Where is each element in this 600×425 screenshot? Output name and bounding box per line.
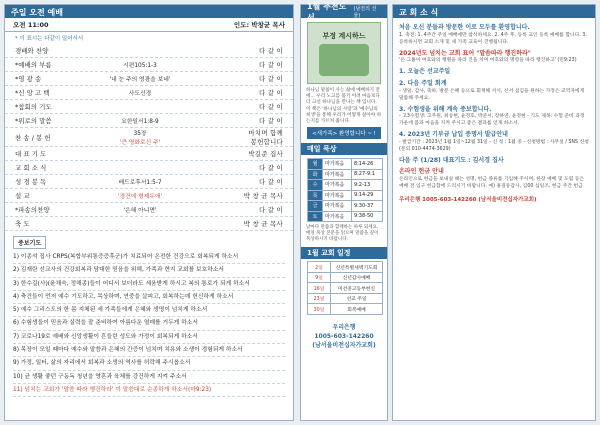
order-who <box>195 128 283 146</box>
book-description: 하나님 말씀이 사는 삶에 예배하기 전에... 우리 노고를 품기 어려 마음보다 더 크신 하나님을 만나는 책 입니다. 이 책은 '하나님의 사랑'과 '예수님의 희생'을 통해 우리가 어떻게 살아야 하는지를 가르쳐 줍니다. <box>306 88 382 124</box>
order-row <box>5 147 293 161</box>
news-item-head: 처음 오신 분들과 방문한 이로 모두를 환영합니다. <box>399 24 530 31</box>
schedule-event: 미션중고등부헌신 <box>331 283 383 294</box>
bible-day: 월 <box>308 159 323 170</box>
bank-number: 1005-603-142260 <box>314 332 374 340</box>
schedule-row <box>308 272 383 283</box>
news-item-head: 온라인 헌금 안내 <box>399 168 444 176</box>
bible-book: 마가복음 <box>323 211 352 222</box>
news-title: 교 회 소 식 <box>393 5 595 18</box>
order-who-main: 다 같 이 <box>259 164 283 172</box>
order-who <box>195 74 283 83</box>
order-who <box>195 116 283 125</box>
order-row <box>5 58 293 72</box>
bible-day: 화 <box>308 169 323 180</box>
order-row <box>5 175 293 189</box>
bible-heading: 매일 묵상 <box>301 143 387 155</box>
prayer-item: 4) 축건들이 먼저 예수 기도하고, 목상하며, 연중을 살피고, 회복하는데 헌신하게 하소서 <box>13 291 285 304</box>
prayer-heading: 중보기도 <box>13 236 46 249</box>
order-content <box>85 177 195 186</box>
order-content-main: 시편105:1-3 <box>123 63 157 69</box>
schedule-row <box>308 304 383 315</box>
prayer-item: 7) 코로나19로 예배와 신앙생활이 흔들린 성도와 가정이 회복되게 하소서 <box>13 331 285 344</box>
worship-order-panel <box>4 4 294 421</box>
schedule-date: 23일 <box>308 293 331 304</box>
order-content-main: '내 눈 주의 영광을 보네' <box>109 77 171 83</box>
order-list <box>5 44 293 231</box>
order-who-main: 다 같 이 <box>259 178 283 186</box>
order-who <box>195 205 283 214</box>
schedule-date: 2일 <box>308 262 331 273</box>
order-content <box>85 88 195 97</box>
welcome-banner: <새가족> 환영합니다 ~ ! <box>307 127 381 139</box>
order-name: *위로의 말씀 <box>15 117 52 125</box>
order-content-main: '은혜 아니면' <box>123 208 157 214</box>
order-who-main: 다 같 이 <box>259 61 283 69</box>
bible-day: 수 <box>308 180 323 191</box>
bible-table <box>307 158 383 222</box>
prayer-item: 5) 예수 그리스도의 한 몸 지체된 세 가족들에게 은혜와 생명이 넘치게 하소서 <box>13 304 285 317</box>
order-content <box>85 128 195 146</box>
order-who-main: 다 같 이 <box>259 103 283 111</box>
bible-ref: 9:2-13 <box>351 180 382 191</box>
news-item-body: - 발급기간 : 2023년 1월 1일~12월 31일 - 신 청 : 1월 중 - 신청방법 : 사무실 / SNS 신청 (문의 010-4474-3629) <box>399 139 589 152</box>
schedule-row <box>308 293 383 304</box>
news-item-body: 온라인으로 헌금을 보내실 때는 성명, 헌금 종류를 기입해 주시며, 한장 예배 및 도립 등은 예배 전 입구 헌금함에 드리시기 바랍니다. 예) 홍길동감사, 김00 십일조, 헌금 주간 헌금 <box>399 177 585 190</box>
order-who <box>195 219 283 228</box>
order-row <box>5 100 293 114</box>
order-content <box>85 116 195 125</box>
news-item-body: 1. 축전: 1. 4주간 주일 예배에만 참석하세요. 2. 4주 후, 등록 교인 등록 예배를 합니다. 3. 등록하시면 교회 소개 및 새 가족 교육이 진행됩니다. <box>399 32 587 45</box>
bank-name: 우리은행 <box>332 323 356 331</box>
order-name: 대 표 기 도 <box>15 150 47 158</box>
order-row <box>5 189 293 203</box>
worship-subheader <box>5 18 293 32</box>
bank-owner: (남서울비전십자가교회) <box>312 341 376 349</box>
order-name: 성 경 봉 독 <box>15 178 47 186</box>
book-cover <box>307 22 381 84</box>
order-row <box>5 72 293 86</box>
order-name: *영 광 송 <box>15 75 42 83</box>
order-who-main: 박길준 집사 <box>248 150 283 158</box>
prayer-item: 1) 이종석 집사 CRPS(복합부위통증증후군)가 치료되어 온전한 건강으로 회복되게 하소서 <box>13 251 285 264</box>
bible-ref: 9:30-37 <box>351 201 382 212</box>
schedule-row <box>308 283 383 294</box>
prayer-item: 8) 목장이 모일 때마다 예수와 말씀과 은혜의 간증이 넘치며 치유와 소생이 경험되게 하소서 <box>13 344 285 357</box>
worship-time: 오전 11:00 <box>13 21 49 29</box>
schedule-table <box>307 261 383 315</box>
bible-row <box>308 169 383 180</box>
bible-ref: 9:14-29 <box>351 190 382 201</box>
order-content-main: 사도신경 <box>128 91 152 97</box>
news-item-body: - 생일, 감사, 축하, 방문 은혜 등으로 회계해 서시, 신서 섬김을 원하는 가정은 교역자에게 말씀해 주세요. <box>399 88 585 101</box>
schedule-event: 신년감사예배 <box>331 272 383 283</box>
bible-day: 목 <box>308 190 323 201</box>
book-title: 부정 계시하느 <box>322 30 366 40</box>
order-content-main: '경건에 형제우애' <box>117 194 163 200</box>
order-row <box>5 114 293 128</box>
bible-note: 날마다 말씀과 함께하는 하루 되세요. 매일 묵상 본문을 읽으며 말씀을 깊이 묵상하시기 바랍니다. <box>306 225 379 243</box>
news-item-head: 2. 다음 주일 회계 <box>399 79 447 87</box>
news-item <box>399 157 589 166</box>
news-list <box>393 18 595 194</box>
book-cover-image <box>319 44 369 76</box>
bible-day: 토 <box>308 211 323 222</box>
news-item-head: 2024년도 넘치는 교회 표어 "말씀따라 행진하라" <box>399 49 531 57</box>
bible-row <box>308 190 383 201</box>
order-name: *신 앙 고 백 <box>15 89 50 97</box>
news-item-head: 1. 오늘은 선교주일 <box>399 68 451 76</box>
order-row <box>5 161 293 175</box>
order-content-main: 베드로후서1:5-7 <box>118 180 162 186</box>
order-name: *참회의 기도 <box>15 103 52 111</box>
bible-ref: 9:38-50 <box>351 211 382 222</box>
schedule-event: 신년특별새벽기도회 <box>331 262 383 273</box>
bible-row <box>308 159 383 170</box>
order-who-main: 다 같 이 <box>259 117 283 125</box>
order-who <box>195 102 283 111</box>
bible-row <box>308 201 383 212</box>
news-bank-text: 우리은행 1005-603-142260 (남서울비전십자가교회) <box>399 196 537 203</box>
prayer-item: 9) 가정, 일터, 삶의 자리에서 회복과 소생의 역사를 허락해 주시옵소서 <box>13 357 285 370</box>
prayer-list <box>5 251 293 397</box>
schedule-event: 회복예배 <box>331 304 383 315</box>
order-who <box>195 177 283 186</box>
prayer-item: 6) 수험생들이 믿음과 실력을 잘 준비하여 아름다운 열매를 거두게 하소서 <box>13 317 285 330</box>
bible-day: 금 <box>308 201 323 212</box>
news-item-head: 다음 주 (1/28) 대표기도 : 김서경 집사 <box>399 156 504 164</box>
news-item-head: 3. 수험생을 위해 계속 중보합니다. <box>399 105 492 113</box>
news-item <box>399 24 589 47</box>
order-who-main: 다 같 이 <box>259 75 283 83</box>
order-who-main: 다 같 이 <box>259 47 283 55</box>
book-heading-sub: (남전의 선물) <box>353 5 377 19</box>
order-name: 축 도 <box>15 220 30 228</box>
order-name: 교 회 소 식 <box>15 164 47 172</box>
schedule-row <box>308 262 383 273</box>
middle-panel <box>300 1 388 421</box>
order-row <box>5 128 293 147</box>
bible-ref: 8:27-9:1 <box>351 169 382 180</box>
order-content-main: 35장 <box>133 131 147 137</box>
order-name: *예배의 부름 <box>15 61 52 69</box>
order-who <box>195 46 283 55</box>
news-item-body: '온 그룹이 여호와의 행렬을 따라 진을 치며 여호와의 명령을 따라 행진하고' (민9:23) <box>399 58 577 64</box>
order-who-sub: 봉헌합니다 <box>250 138 283 146</box>
bank-info <box>301 323 387 350</box>
order-who-main: 박 창 균 목사 <box>243 192 283 200</box>
book-heading: 1월 추천도서 <box>307 1 347 22</box>
bible-row <box>308 180 383 191</box>
news-item <box>399 50 589 66</box>
news-item-body: - 고3수험생: 고주원, 최승현, 윤정호, 박준서, 장하연, 윤정현 - 기도 제목: 수험 준비 과정 가운데 몸과 마음을 지켜 주시고 좋은 결과를 얻게 하소서. <box>399 114 585 127</box>
order-row <box>5 217 293 231</box>
order-content <box>85 60 195 69</box>
order-who <box>195 163 283 172</box>
order-content <box>85 205 195 214</box>
news-item <box>399 106 589 129</box>
bible-book: 마가복음 <box>323 180 352 191</box>
bible-book: 마가복음 <box>323 201 352 212</box>
order-who-main: 다 같 이 <box>259 206 283 214</box>
order-name: 찬 송 / 봉 헌 <box>15 133 51 142</box>
news-item <box>399 80 589 103</box>
news-item-head: 4. 2023년 기부금 납입 증명서 발급안내 <box>399 131 508 139</box>
worship-title: 주일 오전 예배 <box>5 5 293 18</box>
news-item <box>399 168 589 191</box>
order-row <box>5 86 293 100</box>
book-header <box>301 1 387 22</box>
news-bank <box>393 194 595 208</box>
order-who <box>195 88 283 97</box>
order-who-main: 마치며 함께 <box>248 129 283 137</box>
bible-ref: 8:14-26 <box>351 159 382 170</box>
order-content-sub: '큰 영화로신 주' <box>119 140 161 146</box>
schedule-date: 16일 <box>308 283 331 294</box>
schedule-event: 선교 주일 <box>331 293 383 304</box>
order-content <box>85 74 195 83</box>
worship-leader: 인도: 박창균 목사 <box>233 21 285 29</box>
order-name: 설 교 <box>15 192 30 200</box>
order-row <box>5 44 293 58</box>
prayer-item: 3) 한수길(사)(윤채숙, 정해종)들이 어디서 보더라도 세움받게 하시고 복의 통로가 되게 하소서 <box>13 278 285 291</box>
standing-note: * 이 표시는 다같이 일어서서 <box>15 36 84 42</box>
prayer-item: 2) 김재란 선교사의 건강회복과 담대한 믿음을 위해, 가족과 현지 교회를 보호하소서 <box>13 264 285 277</box>
schedule-heading: 1월 교회 일정 <box>301 247 387 259</box>
order-who <box>195 191 283 200</box>
news-item <box>399 68 589 77</box>
order-name: *파송의찬양 <box>15 206 50 214</box>
schedule-date: 9일 <box>308 272 331 283</box>
order-content <box>85 191 195 200</box>
order-content-main: 요한일서1:8-9 <box>121 119 159 125</box>
order-who-main: 다 같 이 <box>259 89 283 97</box>
news-panel <box>392 4 596 421</box>
bible-book: 마가복음 <box>323 190 352 201</box>
order-who-main: 박 창 균 목사 <box>243 220 283 228</box>
prayer-item: 10) 균 생활 좋던 구동독 청년을 영혼과 육체를 강건하게 지켜 주소서 <box>13 371 285 384</box>
order-who <box>195 149 283 158</box>
news-item <box>399 131 589 154</box>
bible-row <box>308 211 383 222</box>
order-who <box>195 60 283 69</box>
prayer-item: 11) 넘치는 교회가 '말씀 따라 행진하라' 이 말씀대로 순종하게 하소서(마9:23) <box>13 384 285 397</box>
schedule-date: 30일 <box>308 304 331 315</box>
order-name: 경배와 찬양 <box>15 47 49 55</box>
bible-book: 마가복음 <box>323 159 352 170</box>
order-row <box>5 203 293 217</box>
bible-book: 마가복음 <box>323 169 352 180</box>
